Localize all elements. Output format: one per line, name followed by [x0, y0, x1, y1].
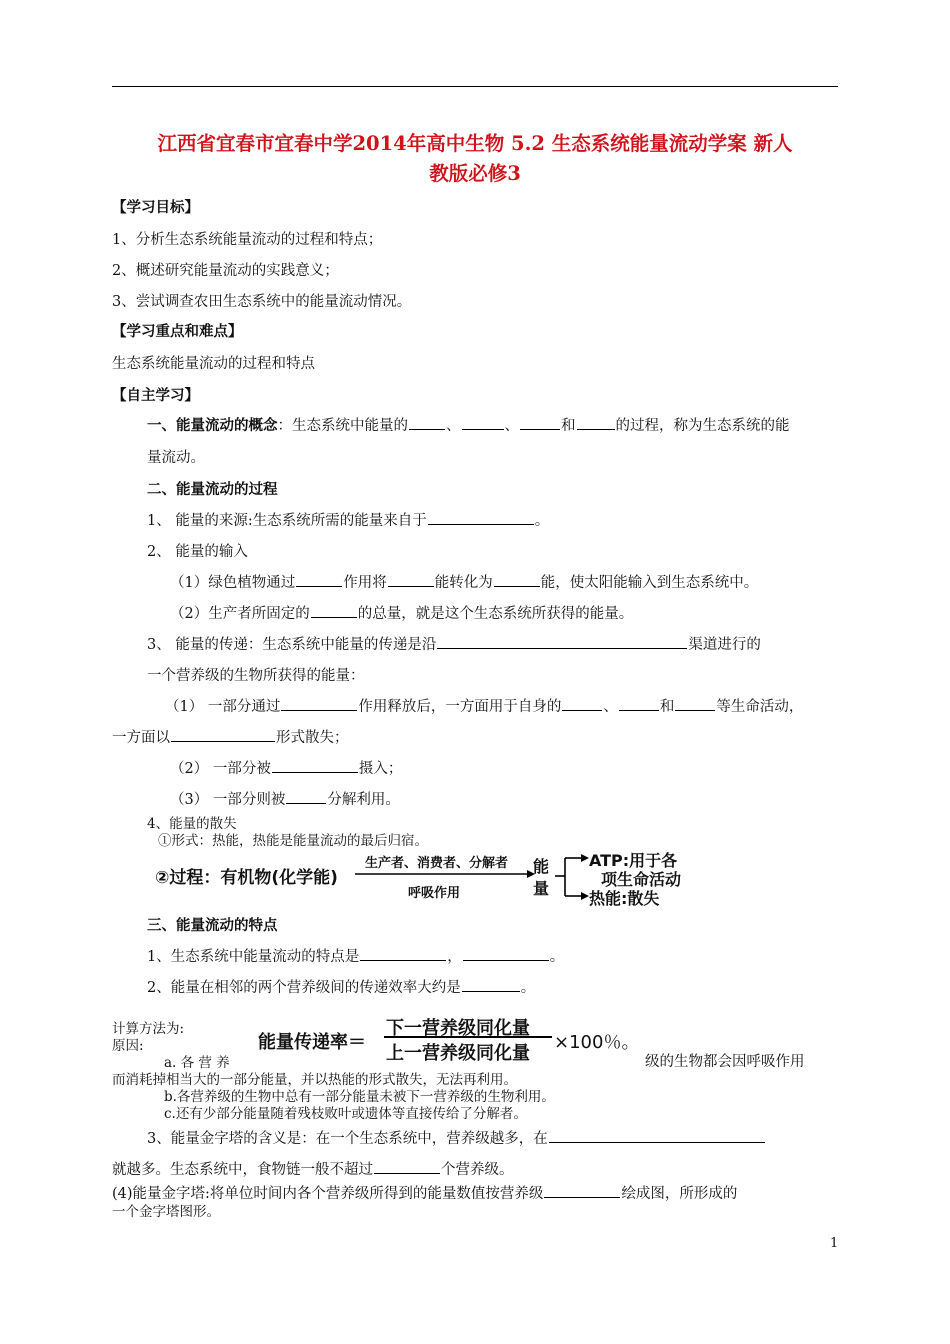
blank[interactable]: [171, 727, 275, 743]
transfer-1: （1） 一部分通过 作用释放后，一方面用于自身的 、 和 等生命活动，: [165, 695, 803, 716]
blank[interactable]: [409, 415, 445, 431]
transfer-2: （2） 一部分被 摄入；: [170, 757, 402, 778]
blank[interactable]: [286, 789, 326, 805]
diagram-heat: 热能:散失: [589, 889, 660, 908]
goals-heading: 【学习目标】: [112, 199, 199, 216]
blank[interactable]: [577, 415, 615, 431]
blank[interactable]: [520, 415, 560, 431]
reason-label: 原因:: [112, 1038, 144, 1054]
diagram-atp: ATP:用于各: [589, 851, 678, 870]
goal-item-3: 3、尝试调查农田生态系统中的能量流动情况。: [112, 294, 412, 310]
diagram-energy-2: 量: [533, 879, 550, 898]
formula-tail: ×100％。: [554, 1032, 640, 1053]
key-heading: 【学习重点和难点】: [112, 323, 243, 340]
formula-denominator: 上一营养级同化量: [386, 1043, 530, 1064]
formula-lhs: 能量传递率＝: [258, 1032, 366, 1053]
concept-label: 一、能量流动的概念: [147, 417, 278, 434]
characteristics-1: 1、生态系统中能量流动的特点是 ， 。: [147, 945, 564, 966]
transfer-1-cont: 一方面以 形式散失；: [112, 726, 349, 747]
header-rule: [112, 86, 838, 87]
process-heading: 二、能量流动的过程: [147, 481, 278, 498]
pyramid-meaning: 3、能量金字塔的含义是：在一个生态系统中，营养级越多，在: [147, 1127, 766, 1148]
goal-item-1: 1、分析生态系统能量流动的过程和特点；: [112, 232, 383, 248]
reason-a-cont: 级的生物都会因呼吸作用: [645, 1054, 805, 1070]
blank[interactable]: [374, 1159, 440, 1175]
reason-c: c.还有少部分能量随着残枝败叶或遗体等直接传给了分解者。: [164, 1106, 527, 1122]
reason-a: a. 各 营 养: [164, 1055, 230, 1071]
energy-pyramid-2: 一个金字塔图形。: [112, 1204, 220, 1220]
blank[interactable]: [544, 1183, 620, 1199]
fraction-bar: [384, 1036, 552, 1038]
blank[interactable]: [360, 946, 446, 962]
input-1: （1）绿色植物通过 作用将 能转化为 能，使太阳能输入到生态系统中。: [170, 571, 758, 592]
blank[interactable]: [675, 696, 715, 712]
branch-arrow-icon: [553, 852, 589, 902]
transfer-3: （3） 一部分则被 分解利用。: [170, 788, 400, 809]
energy-loss-form: ①形式：热能，热能是能量流动的最后归宿。: [158, 833, 428, 849]
blank[interactable]: [462, 415, 504, 431]
blank[interactable]: [619, 696, 659, 712]
diagram-arrow-bottom: 呼吸作用: [408, 886, 461, 901]
formula-numerator: 下一营养级同化量: [386, 1018, 530, 1039]
blank[interactable]: [437, 634, 687, 650]
diagram-energy-1: 能: [533, 857, 550, 876]
energy-transfer: 3、 能量的传递：生态系统中能量的传递是沿 渠道进行的: [147, 633, 761, 654]
energy-transfer-2: 一个营养级的生物所获得的能量：: [147, 668, 365, 684]
key-text: 生态系统能量流动的过程和特点: [112, 356, 315, 372]
characteristics-heading: 三、能量流动的特点: [147, 917, 278, 934]
energy-source: 1、 能量的来源:生态系统所需的能量来自于 。: [147, 509, 549, 530]
right-arrow-icon: [355, 868, 535, 880]
concept-line: 一、能量流动的概念：生态系统中能量的 、 、 和 的过程，称为生态系统的能: [147, 414, 790, 435]
blank[interactable]: [296, 572, 342, 588]
energy-flow-diagram: [155, 848, 695, 908]
doc-title-line2: 教版必修3: [429, 162, 521, 185]
diagram-life-activities: 项生命活动: [601, 870, 682, 889]
concept-line-2: 量流动。: [147, 450, 205, 466]
blank[interactable]: [462, 977, 520, 993]
energy-pyramid: (4)能量金字塔:将单位时间内各个营养级所得到的能量数值按营养级 绘成图，所形成的: [112, 1182, 737, 1203]
blank[interactable]: [272, 758, 358, 774]
blank[interactable]: [388, 572, 434, 588]
reason-a-line2: 而消耗掉相当大的一部分能量，并以热能的形式散失，无法再利用。: [112, 1072, 517, 1088]
diagram-arrow-top: 生产者、消费者、分解者: [365, 856, 509, 871]
pyramid-meaning-2: 就越多。生态系统中，食物链一般不超过 个营养级。: [112, 1158, 514, 1179]
diagram-source: ②过程：有机物(化学能): [155, 868, 338, 888]
blank[interactable]: [428, 510, 534, 526]
energy-input: 2、 能量的输入: [147, 544, 248, 560]
blank[interactable]: [281, 696, 357, 712]
calc-label: 计算方法为:: [112, 1021, 185, 1037]
blank[interactable]: [549, 1128, 765, 1144]
goal-item-2: 2、概述研究能量流动的实践意义；: [112, 263, 339, 279]
input-2: （2）生产者所固定的 的总量，就是这个生态系统所获得的能量。: [170, 602, 633, 623]
blank[interactable]: [494, 572, 540, 588]
characteristics-2: 2、能量在相邻的两个营养级间的传递效率大约是 。: [147, 976, 535, 997]
blank[interactable]: [562, 696, 602, 712]
blank[interactable]: [463, 946, 549, 962]
page-number: 1: [830, 1236, 839, 1251]
blank[interactable]: [311, 603, 357, 619]
energy-loss: 4、能量的散失: [147, 816, 237, 832]
reason-b: b.各营养级的生物中总有一部分能量未被下一营养级的生物利用。: [164, 1089, 555, 1105]
self-study-heading: 【自主学习】: [112, 387, 199, 404]
doc-title-line1: 江西省宜春市宜春中学2014年高中生物 5.2 生态系统能量流动学案 新人: [157, 132, 793, 155]
